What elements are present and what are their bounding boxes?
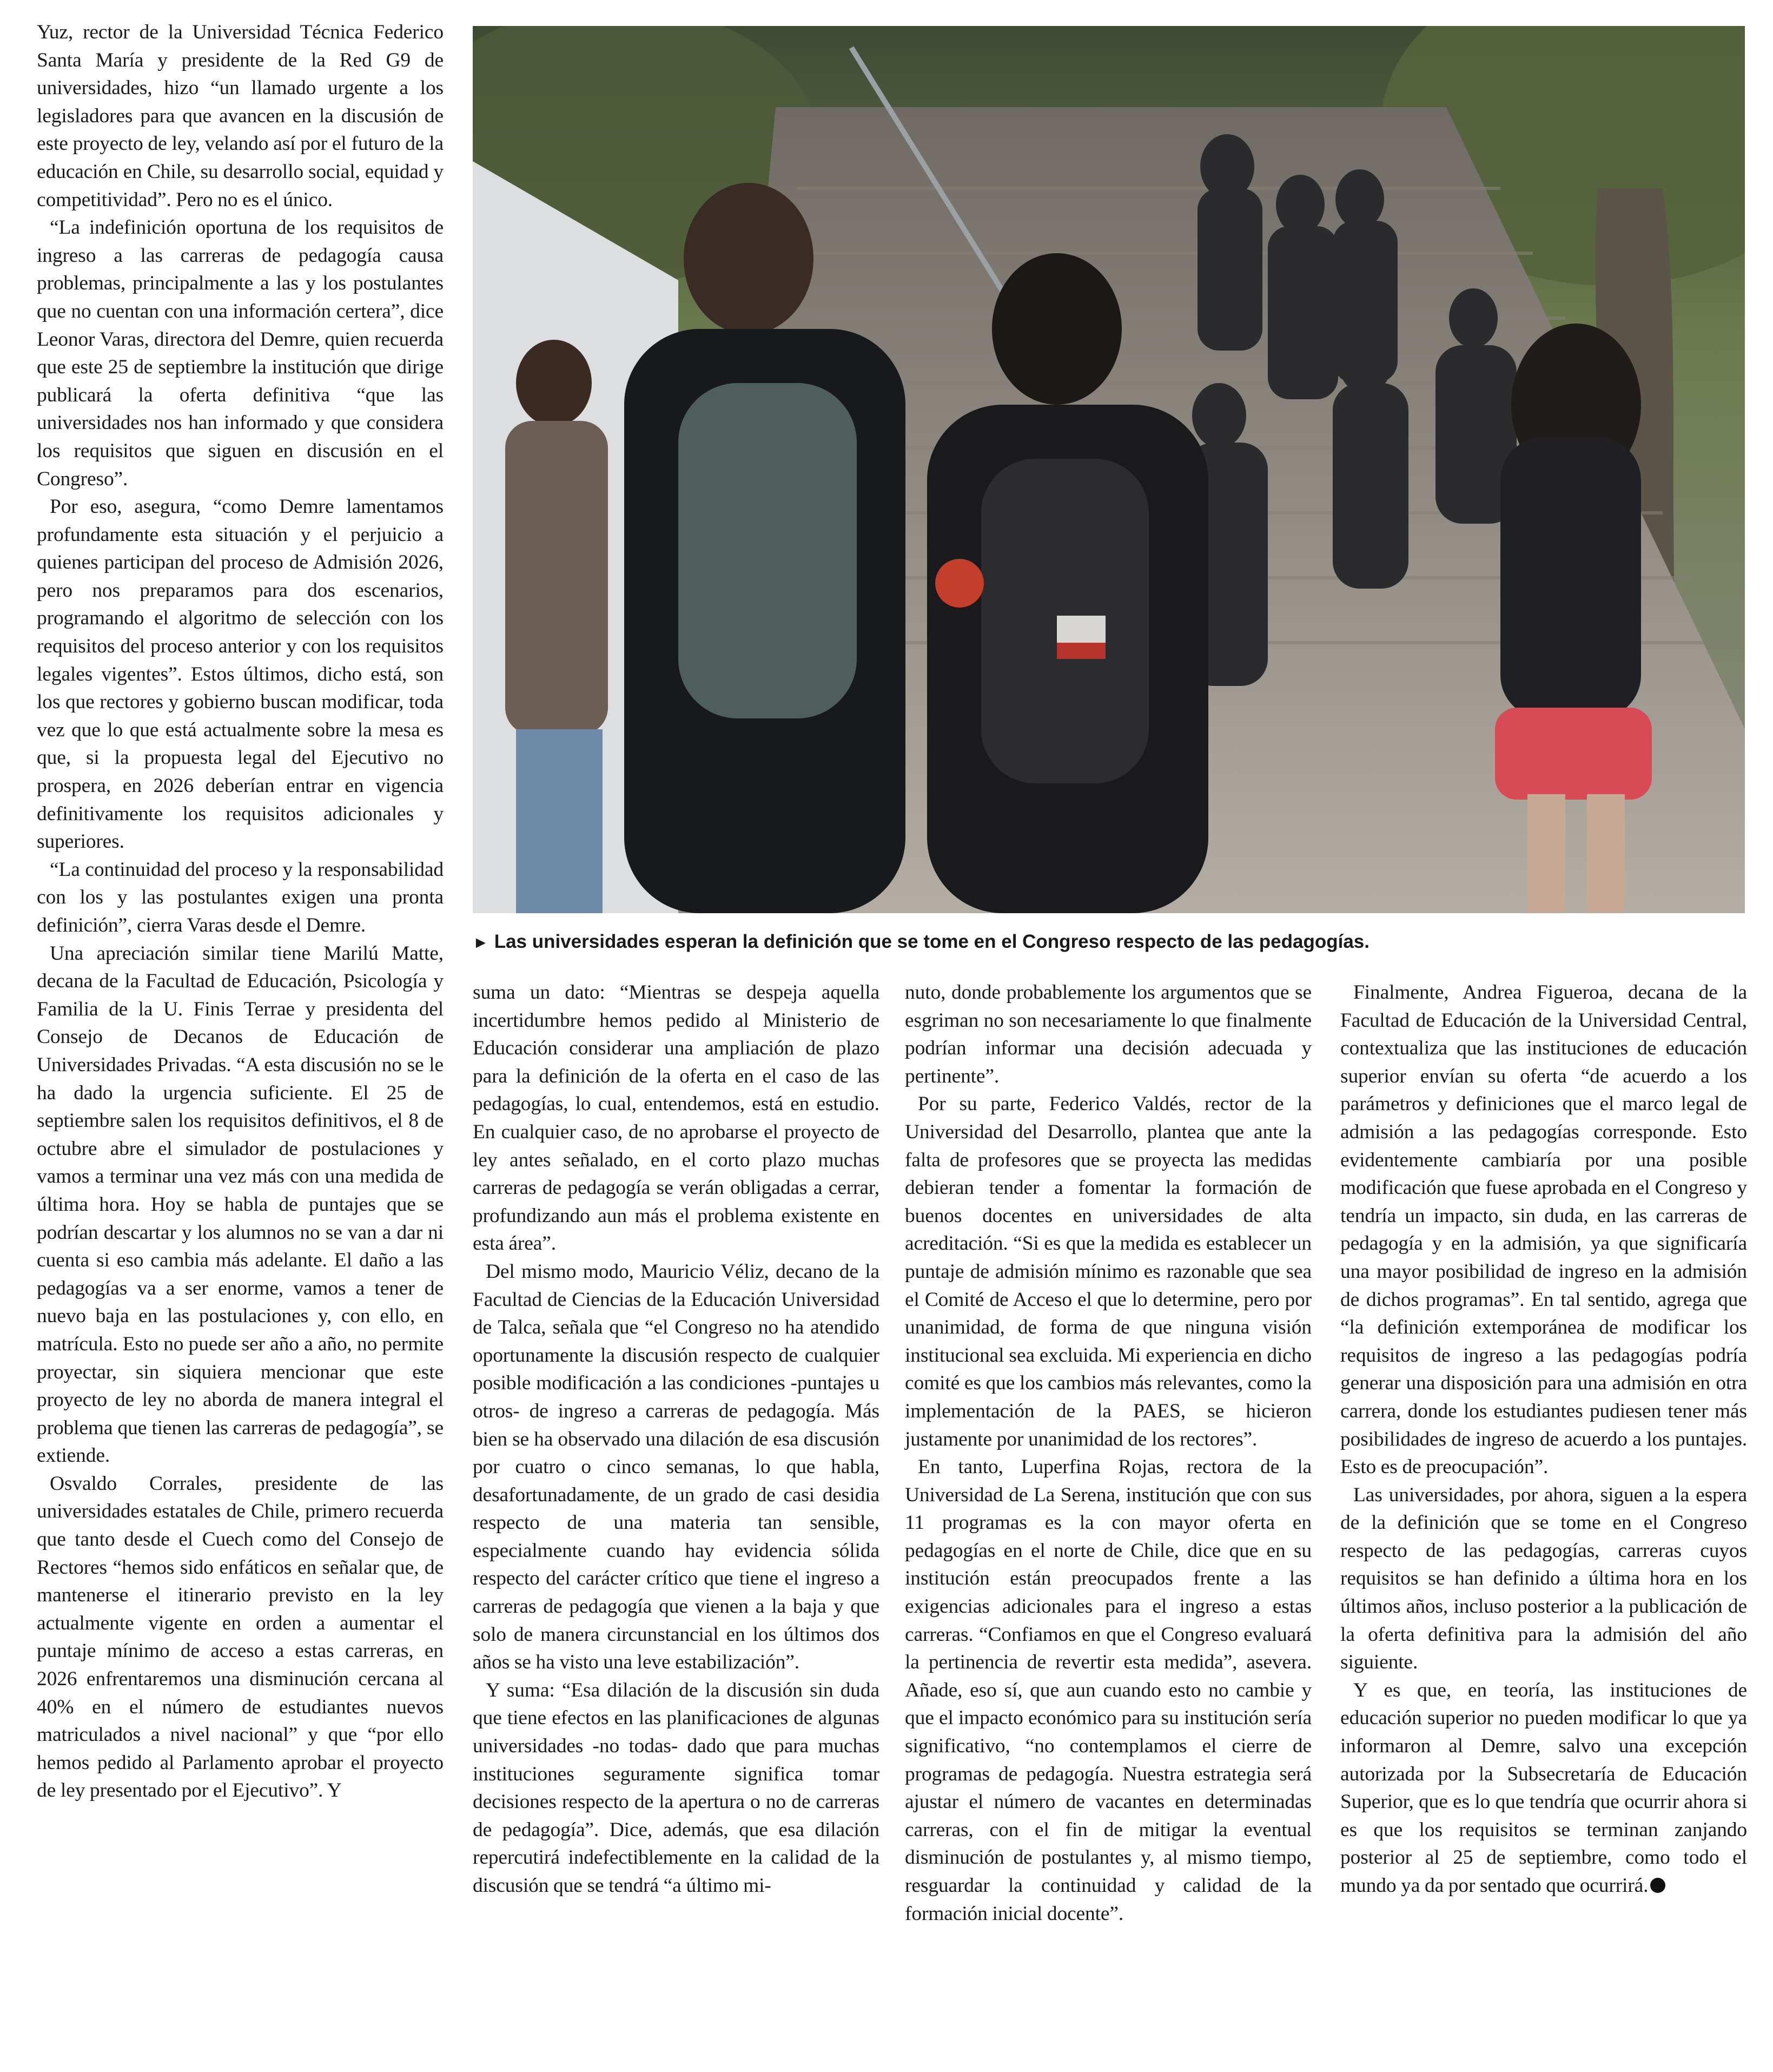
paragraph: “La indefinición oportuna de los requisitos de ingreso a las carreras de pedagogía causa problemas, principalmente a las y los postulantes que no cuentan con una información certera”, dice Leonor Varas, directora del Demre, quien recuerda que este 25 de septiembre la institución que dirige publicará la oferta definitiva “que las universidades nos han informado y que considera los requisitos que siguen en discusión en el Congreso”. (37, 216, 444, 490)
paragraph: En tanto, Luperfina Rojas, rectora de la Universidad de La Serena, institución que con sus 11 programas es la con mayor oferta en pedagogías en el norte de Chile, dice que en su institución están preocupados frente a las exigencias adicionales para el ingreso a estas carreras. “Confiamos en que el Congreso evaluará la pertinencia de revertir esta medida”, asevera. Añade, eso sí, que aun cuando esto no cambie y que el impacto económico para su institución sería significativo, “no contemplamos el cierre de programas de pedagogía. Nuestra estrategia será ajustar el número de vacantes en determinadas carreras, con el fin de mitigar la eventual disminución de postulantes y, al mismo tiempo, resguardar la continuidad y calidad de la formación inicial docente”. (905, 1456, 1312, 1925)
paragraph: Finalmente, Andrea Figueroa, decana de la Facultad de Educación de la Universidad Central, contextualiza que las instituciones de educación superior envían su oferta “de acuerdo a los parámetros y definiciones que el marco legal de admisión a las pedagogías corresponde. Esto evidentemente cambiaría por una posible modificación que fuese aprobada en el Congreso y tendría un impacto, sin duda, en las carreras de pedagogía y en la admisión, ya que significaría una mayor posibilidad de ingreso en la admisión de dichos programas”. En tal sentido, agrega que “la definición extemporánea de modificar los requisitos de ingreso a las pedagogías podría generar una disposición para una admisión en otra carrera, donde los estudiantes pudiesen tener más posibilidades de ingreso de acuerdo a los puntajes. Esto es de preocupación”. (1340, 981, 1747, 1479)
article-column-3 (905, 979, 1312, 1928)
paragraph: Por su parte, Federico Valdés, rector de la Universidad del Desarrollo, plantea que ante la falta de profesores que se proyecta las medidas debieran tender a fomentar la formación de buenos docentes en universidades de alta acreditación. “Si es que la medida es establecer un puntaje de admisión mínimo es razonable que sea el Comité de Acceso el que lo determine, pero por unanimidad, de forma de que ninguna visión institucional sea excluida. Mi experiencia en dicho comité es que los cambios más relevantes, como la implementación de la PAES, se hicieron justamente por unanimidad de los rectores”. (905, 1093, 1312, 1450)
paragraph: Osvaldo Corrales, presidente de las universidades estatales de Chile, primero recuerda que tanto desde el Cuech como del Consejo de Rectores “hemos sido enfáticos en señalar que, de mantenerse el itinerario previsto en la ley actualmente vigente en orden a aumentar el puntaje mínimo de acceso a estas carreras, en 2026 enfrentaremos una disminución cercana al 40% en el número de estudiantes nuevos matriculados a nivel nacional” y que “por ello hemos pedido al Parlamento aprobar el proyecto de ley presentado por el Ejecutivo”. Y (37, 1472, 444, 1802)
article-column-2 (473, 979, 879, 1900)
paragraph: Por eso, asegura, “como Demre lamentamos profundamente esta situación y el perjuicio a quienes participan del proceso de Admisión 2026, pero nos preparamos para dos escenarios, programando el algoritmo de selección con los requisitos del proceso anterior y con los requisitos legales vigentes”. Estos últimos, dicho está, son los que rectores y gobierno buscan modificar, toda vez que lo que está actualmente sobre la mesa es que, si la propuesta legal del Ejecutivo no prospera, en 2026 deberían entrar en vigencia definitivamente los requisitos adicionales y superiores. (37, 496, 444, 853)
paragraph: Yuz, rector de la Universidad Técnica Federico Santa María y presidente de la Red G9 de universidades, hizo “un llamado urgente a los legisladores para que avancen en la discusión de este proyecto de ley, velando así por el futuro de la educación en Chile, su desarrollo social, equidad y competitividad”. Pero no es el único. (37, 21, 444, 211)
paragraph: Y suma: “Esa dilación de la discusión sin duda que tiene efectos en las planificaciones de algunas universidades -no todas- dado que para muchas instituciones seguramente significa tomar decisiones respecto de la apertura o no de carreras de pedagogía”. Dice, además, que esa dilación repercutirá indefectiblemente en la calidad de la discusión que se tendrá “a último mi- (473, 1679, 879, 1897)
article-column-4 (1340, 979, 1747, 1900)
paragraph: nuto, donde probablemente los argumentos que se esgriman no son necesariamente lo que finalmente podrían informar una decisión adecuada y pertinente”. (905, 981, 1312, 1087)
article-column-1 (37, 18, 444, 1805)
students-walking-photo (473, 26, 1745, 913)
paragraph (1340, 1677, 1747, 1900)
article-photo (473, 26, 1745, 913)
caption-text: Las universidades esperan la definición que se tome en el Congreso respecto de las pedagogías. (494, 931, 1370, 952)
paragraph: suma un dato: “Mientras se despeja aquella incertidumbre hemos pedido al Ministerio de Educación considerar una ampliación de plazo para la definición de la oferta en el caso de las pedagogías, lo cual, entendemos, está en estudio. En cualquier caso, de no aprobarse el proyecto de ley antes señalado, en el corto plazo muchas carreras de pedagogía se verán obligadas a cerrar, profundizando aun más el problema existente en esta área”. (473, 981, 879, 1255)
paragraph-text: Y es que, en teoría, las instituciones de educación superior no pueden modificar lo que ya informaron al Demre, salvo una excepción autorizada por la Subsecretaría de Educación Superior, que es lo que tendría que ocurrir ahora si es que los requisitos se terminan zanjando posterior al 25 de septiembre, como todo el mundo ya da por sentado que ocurrirá. (1340, 1679, 1747, 1897)
paragraph: Del mismo modo, Mauricio Véliz, decano de la Facultad de Ciencias de la Educación Universidad de Talca, señala que “el Congreso no ha atendido oportunamente la discusión respecto de cualquier posible modificación a las condiciones -puntajes u otros- de ingreso a carreras de pedagogía. Más bien se ha observado una dilación de esa discusión por cuatro o cinco semanas, lo que habla, desafortunadamente, de un grado de casi desidia respecto de una materia tan sensible, especialmente cuando hay evidencia sólida respecto del carácter crítico que tiene el ingreso a carreras de pedagogía que vienen a la baja y que solo de manera circunstancial en los últimos dos años se ha visto una leve estabilización”. (473, 1260, 879, 1674)
caption-arrow-icon: ► (473, 934, 489, 952)
paragraph: Una apreciación similar tiene Marilú Matte, decana de la Facultad de Educación, Psicología y Familia de la U. Finis Terrae y presidenta del Consejo de Decanos de Educación de Universidades Privadas. “A esta discusión no se le ha dado la urgencia suficiente. El 25 de septiembre salen los requisitos definitivos, el 8 de octubre abre el simulador de postulaciones y vamos a terminar una vez más con una medida de última hora. Hoy se habla de puntajes que se podrían descartar y los alumnos no se van a dar ni cuenta si eso cambia más adelante. El daño a las pedagogías va a ser enorme, vamos a tener de nuevo baja en las postulaciones y, con ello, en matrícula. Esto no puede ser año a año, no permite proyectar, sin siquiera mencionar que este proyecto de ley no aborda de manera integral el problema que tienen las carreras de pedagogía”, se extiende. (37, 942, 444, 1467)
paragraph: “La continuidad del proceso y la responsabilidad con los y las postulantes exigen una pronta definición”, cierra Varas desde el Demre. (37, 858, 444, 936)
end-of-article-icon (1650, 1878, 1665, 1893)
photo-caption (473, 928, 1745, 955)
paragraph: Las universidades, por ahora, siguen a la espera de la definición que se tome en el Congreso respecto de las pedagogías, carreras cuyos requisitos se han definido a última hora en los últimos años, incluso posterior a la publicación de la oferta definitiva para la admisión del año siguiente. (1340, 1483, 1747, 1674)
